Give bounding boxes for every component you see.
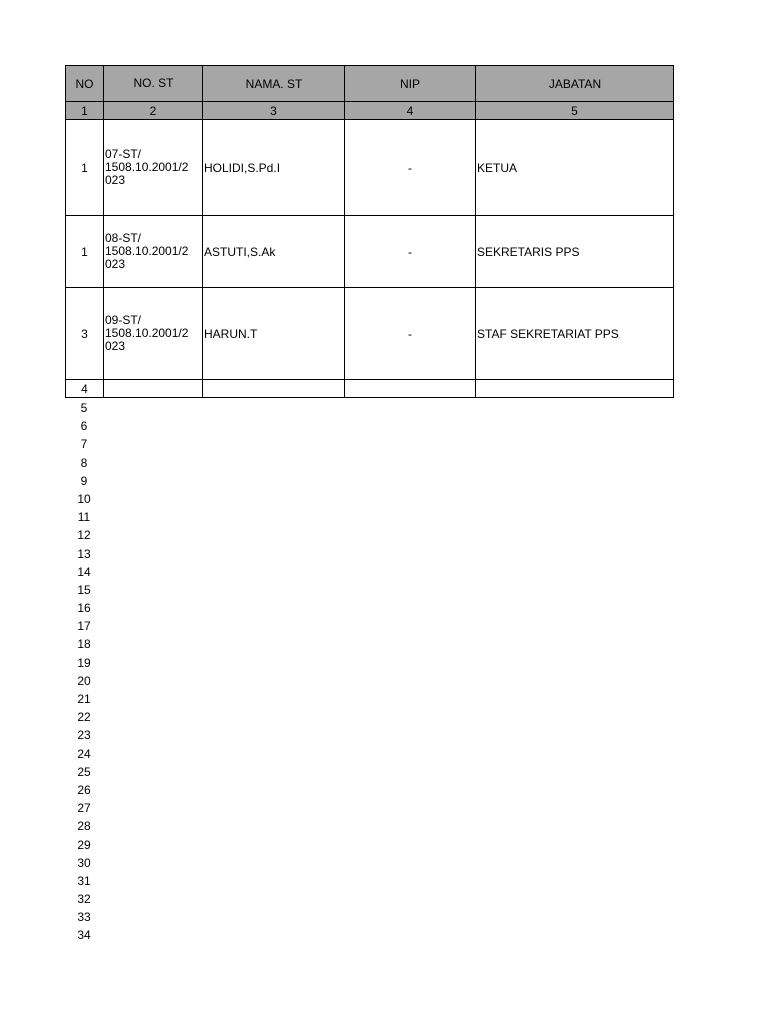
row-number: 18 xyxy=(77,637,91,652)
column-index-4: 4 xyxy=(345,102,476,120)
row-nip: - xyxy=(345,120,476,216)
row-nip xyxy=(345,380,476,398)
column-index-row xyxy=(66,102,674,120)
row-number: 13 xyxy=(77,546,91,561)
column-index-1: 1 xyxy=(66,102,104,120)
table-row xyxy=(66,120,674,216)
row-number: 14 xyxy=(77,564,91,579)
row-nama: ASTUTI,S.Ak xyxy=(203,216,345,288)
row-number: 6 xyxy=(80,419,88,434)
row-number: 34 xyxy=(77,928,91,943)
row-number: 12 xyxy=(77,528,91,543)
row-number: 5 xyxy=(80,401,88,415)
row-no-st xyxy=(104,380,203,398)
row-no: 1 xyxy=(66,120,104,216)
row-number: 8 xyxy=(80,455,88,470)
column-index-5: 5 xyxy=(476,102,674,120)
row-number: 30 xyxy=(77,855,91,870)
row-no: 3 xyxy=(66,288,104,380)
row-number-list xyxy=(65,399,103,945)
row-number: 19 xyxy=(77,655,91,670)
table-row xyxy=(66,288,674,380)
row-number: 23 xyxy=(77,728,91,743)
row-jabatan: KETUA xyxy=(476,120,674,216)
header-no-st: NO. ST xyxy=(104,66,203,102)
header-no: NO xyxy=(66,66,104,102)
header-nip: NIP xyxy=(345,66,476,102)
row-nama: HOLIDI,S.Pd.I xyxy=(203,120,345,216)
row-number: 9 xyxy=(80,473,88,488)
header-nama: NAMA. ST xyxy=(203,66,345,102)
row-no-st xyxy=(104,120,203,216)
row-number: 20 xyxy=(77,673,91,688)
row-number: 10 xyxy=(77,491,91,506)
row-number: 31 xyxy=(77,873,91,888)
row-no-st xyxy=(104,216,203,288)
staff-table-container xyxy=(65,65,674,398)
row-number: 28 xyxy=(77,819,91,834)
column-index-3: 3 xyxy=(203,102,345,120)
row-number: 17 xyxy=(77,619,91,634)
row-jabatan: SEKRETARIS PPS xyxy=(476,216,674,288)
row-number: 27 xyxy=(77,801,91,816)
staff-table xyxy=(65,65,674,398)
row-number: 16 xyxy=(77,601,91,616)
row-number: 21 xyxy=(77,692,91,706)
row-no: 1 xyxy=(66,216,104,288)
row-jabatan: STAF SEKRETARIAT PPS xyxy=(476,288,674,380)
row-number: 25 xyxy=(77,764,91,779)
row-no-st-text: 08-ST/ 1508.10.2001/2 023 xyxy=(105,231,189,271)
column-index-2: 2 xyxy=(104,102,203,120)
header-row xyxy=(66,66,674,102)
row-number: 15 xyxy=(77,582,91,597)
row-number: 24 xyxy=(77,746,91,761)
row-nip: - xyxy=(345,216,476,288)
row-nama xyxy=(203,380,345,398)
row-no-st-text: 09-ST/ 1508.10.2001/2 023 xyxy=(105,313,189,353)
row-nama: HARUN.T xyxy=(203,288,345,380)
row-jabatan xyxy=(476,380,674,398)
row-number: 33 xyxy=(77,910,91,925)
row-number: 22 xyxy=(77,710,91,725)
table-row xyxy=(66,216,674,288)
empty-table-row xyxy=(66,380,674,398)
row-no-st-text: 07-ST/ 1508.10.2001/2 023 xyxy=(105,147,189,187)
row-number: 29 xyxy=(77,837,91,852)
row-no-st xyxy=(104,288,203,380)
row-number: 11 xyxy=(77,510,91,525)
row-number: 7 xyxy=(80,437,88,452)
row-nip: - xyxy=(345,288,476,380)
header-jabatan: JABATAN xyxy=(476,66,674,102)
row-number: 32 xyxy=(77,892,91,907)
row-no: 4 xyxy=(66,380,104,398)
row-number: 26 xyxy=(77,782,91,797)
